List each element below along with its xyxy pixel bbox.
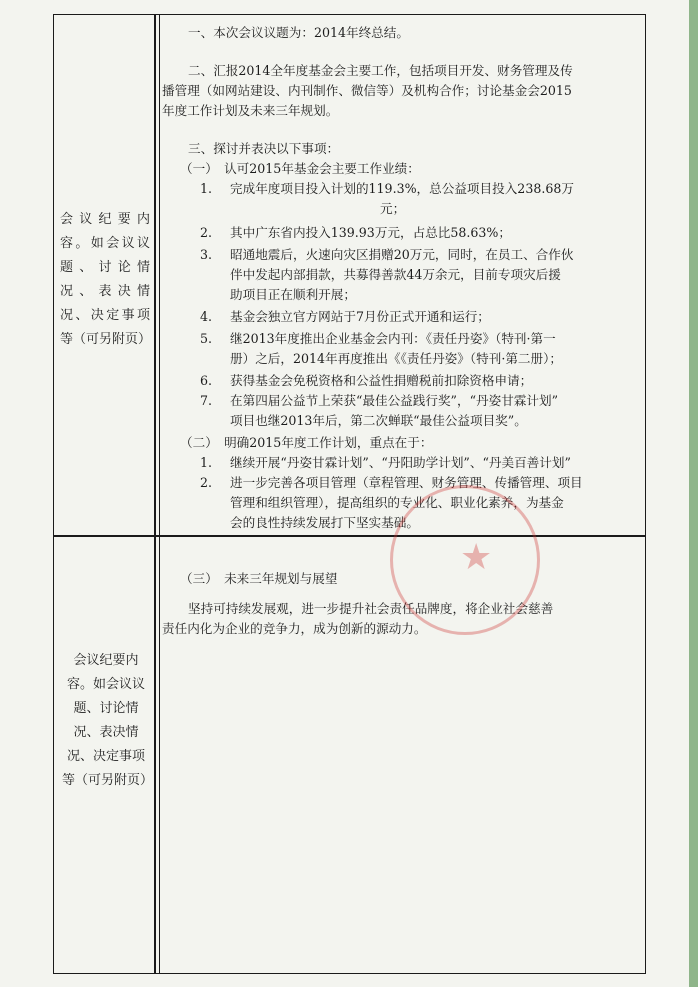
list-item-number: 2. [200, 475, 213, 490]
report-line-1: 二、汇报2014全年度基金会主要工作，包括项目开发、财务管理及传 [188, 63, 573, 78]
row1-label: 会议纪要内容。如会议议题、讨论情况、表决情况、决定事项等（可另附页） [60, 212, 152, 347]
section3-line-1: 坚持可持续发展观，进一步提升社会责任品牌度，将企业社会慈善 [188, 601, 554, 616]
list-item-line: 会的良性持续发展打下坚实基础。 [230, 515, 419, 530]
list-item-number: 6. [200, 373, 213, 388]
report-line-3: 年度工作计划及未来三年规划。 [162, 103, 339, 118]
list-item-line: 在第四届公益节上荣获“最佳公益践行奖”，“丹姿甘霖计划” [230, 393, 559, 408]
section2-title: （二） 明确2015年度工作计划，重点在于： [180, 435, 433, 450]
section3-line-2: 责任内化为企业的竞争力，成为创新的源动力。 [162, 621, 427, 636]
list-item-number: 7. [200, 393, 213, 408]
list-item [230, 329, 630, 369]
section1-list [200, 179, 620, 429]
row2-label: 会议纪要内容。如会议议题、讨论情况、表决情况、决定事项等（可另附页） [62, 653, 154, 788]
list-item-number: 1. [200, 455, 213, 470]
list-item [230, 391, 630, 431]
row2-content [162, 537, 640, 967]
list-item-line: 继续开展“丹姿甘霖计划”、“丹阳助学计划”、“丹美百善计划” [230, 455, 571, 470]
column-divider [154, 15, 156, 973]
list-item-line: 进一步完善各项目管理（章程管理、财务管理、传播管理、项目 [230, 475, 583, 490]
list-item-number: 3. [200, 247, 213, 262]
list-item-line: 昭通地震后，火速向灾区捐赠20万元，同时，在员工、合作伙 [230, 247, 574, 262]
list-item-line: 册）之后，2014年再度推出《《责任丹姿》（特刊·第二册）； [230, 351, 562, 366]
list-item [230, 307, 630, 327]
list-item-line: 助项目正在顺利开展； [230, 287, 356, 302]
list-item [230, 371, 630, 391]
list-item-number: 2. [200, 225, 213, 240]
list-item-line: 其中广东省内投入139.93万元，占总比58.63%； [230, 225, 511, 240]
list-item-line: 元； [380, 201, 406, 216]
list-item [230, 453, 630, 473]
section3-paragraph [162, 599, 632, 639]
agenda-paragraph: 一、本次会议议题为：2014年终总结。 [188, 25, 409, 40]
list-item-line: 项目也继2013年后，第二次蝉联“最佳公益项目奖”。 [230, 413, 527, 428]
list-item [230, 179, 630, 219]
list-item-line: 基金会独立官方网站于7月份正式开通和运行； [230, 309, 490, 324]
list-item-line: 获得基金会免税资格和公益性捐赠税前扣除资格申请； [230, 373, 533, 388]
row1-content [162, 15, 640, 535]
list-item-number: 1. [200, 181, 213, 196]
list-item [230, 223, 630, 243]
minutes-table [53, 14, 646, 974]
list-item [230, 245, 630, 305]
discussion-paragraph: 三、探讨并表决以下事项： [188, 141, 340, 156]
list-item-line: 管理和组织管理），提高组织的专业化、职业化素养，为基金 [230, 495, 564, 510]
column-divider-inner [159, 15, 160, 973]
report-paragraph [162, 61, 632, 121]
list-item-number: 4. [200, 309, 213, 324]
report-line-2: 播管理（如网站建设、内刊制作、微信等）及机构合作；讨论基金会2015 [162, 83, 572, 98]
green-edge-strip [689, 0, 698, 987]
section1-title: （一） 认可2015年基金会主要工作业绩： [180, 161, 420, 176]
list-item-line: 完成年度项目投入计划的119.3%，总公益项目投入238.68万 [230, 181, 574, 196]
list-item-line: 伴中发起内部捐款，共募得善款44万余元，目前专项灾后援 [230, 267, 561, 282]
section3-title: （三） 未来三年规划与展望 [180, 571, 338, 586]
seal-star: ★ [460, 537, 493, 578]
list-item-line: 继2013年度推出企业基金会内刊：《责任丹姿》（特刊·第一 [230, 331, 556, 346]
list-item-number: 5. [200, 331, 213, 346]
